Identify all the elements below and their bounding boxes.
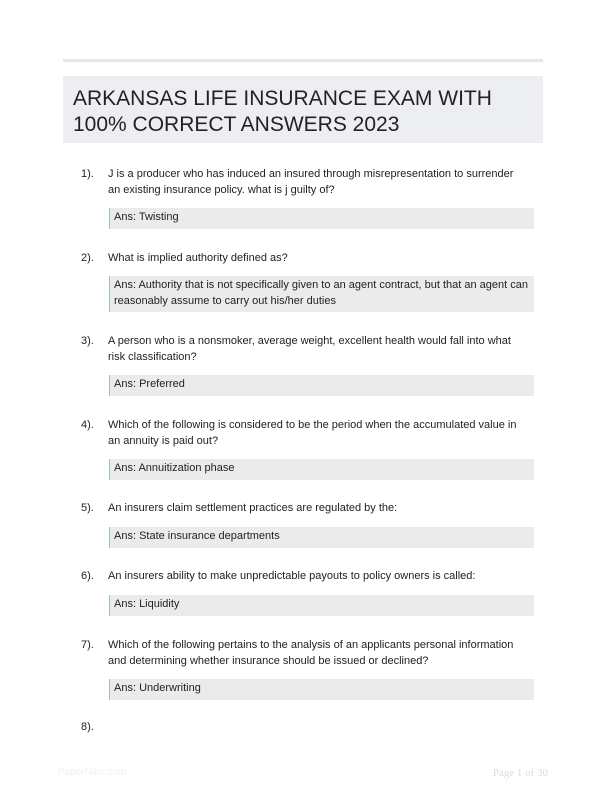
question-text: What is implied authority defined as?	[108, 252, 288, 264]
page-indicator: Page 1 of 30	[492, 767, 548, 779]
question-text: Which of the following pertains to the analysis of an applicants personal information and determining whether insurance should be issued or declined?	[108, 639, 514, 667]
question-text: A person who is a nonsmoker, average weight, excellent health would fall into what risk classification?	[108, 335, 511, 363]
page-title: ARKANSAS LIFE INSURANCE EXAM WITH 100% CORRECT ANSWERS 2023	[73, 87, 492, 136]
question-text: An insurers ability to make unpredictable payouts to policy owners is called:	[108, 570, 476, 582]
question-number: 4).	[81, 419, 94, 431]
question-number: 2).	[81, 252, 94, 264]
footer-watermark: PaperNibs.com	[58, 767, 127, 778]
answer-box: Ans: Underwriting	[109, 679, 534, 700]
question-number: 5).	[81, 502, 94, 514]
top-divider	[63, 59, 543, 62]
question-number: 8).	[81, 721, 94, 733]
title-banner	[63, 76, 543, 143]
question-number: 3).	[81, 335, 94, 347]
answer-box: Ans: Preferred	[109, 375, 534, 396]
answer-box: Ans: Liquidity	[109, 595, 534, 616]
question-number: 7).	[81, 639, 94, 651]
question-text: An insurers claim settlement practices are regulated by the:	[108, 502, 398, 514]
answer-box: Ans: Authority that is not specifically given to an agent contract, but that an agent can reasonably assume to carry out his/her duties	[109, 276, 534, 312]
question-number: 6).	[81, 570, 94, 582]
question-text: J is a producer who has induced an insured through misrepresentation to surrender an existing insurance policy. what is j guilty of?	[108, 168, 514, 196]
question-text: Which of the following is considered to be the period when the accumulated value in an annuity is paid out?	[108, 419, 517, 447]
answer-box: Ans: Annuitization phase	[109, 459, 534, 480]
question-number: 1).	[81, 168, 94, 180]
answer-box: Ans: State insurance departments	[109, 527, 534, 548]
answer-box: Ans: Twisting	[109, 208, 534, 229]
